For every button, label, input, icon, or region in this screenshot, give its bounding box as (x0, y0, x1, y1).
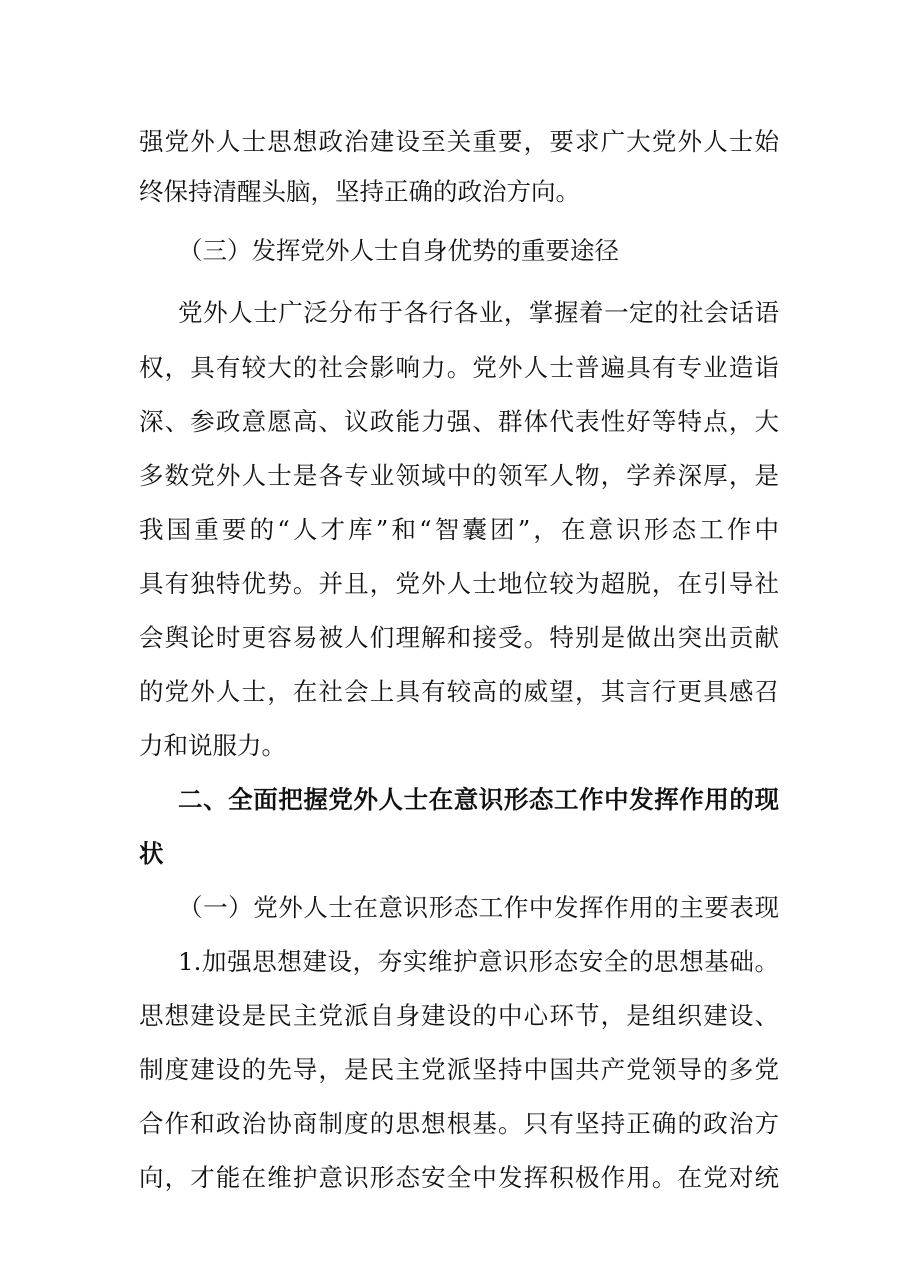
body-text-line: 终保持清醒头脑，坚持正确的政治方向。 (139, 177, 580, 206)
body-text-line: 深、参政意愿高、议政能力强、群体代表性好等特点，大 (139, 407, 779, 436)
section-heading: 二、全面把握党外人士在意识形态工作中发挥作用的现 (178, 785, 779, 814)
body-text-line: 力和说服力。 (139, 731, 286, 760)
body-text-line: 党外人士广泛分布于各行各业，掌握着一定的社会话语 (178, 298, 779, 327)
body-text-line: 合作和政治协商制度的思想根基。只有坚持正确的政治方 (139, 1109, 779, 1138)
body-text-line: 强党外人士思想政治建设至关重要，要求广大党外人士始 (139, 127, 779, 156)
body-text-line: 会舆论时更容易被人们理解和接受。特别是做出突出贡献 (139, 623, 779, 652)
body-text-line: 权，具有较大的社会影响力。党外人士普遍具有专业造诣 (139, 353, 779, 382)
body-text-line: 我国重要的“人才库”和“智囊团”，在意识形态工作中 (139, 515, 779, 544)
body-text-line: 制度建设的先导，是民主党派坚持中国共产党领导的多党 (139, 1055, 779, 1084)
body-text-line: 思想建设是民主党派自身建设的中心环节，是组织建设、 (139, 1001, 779, 1030)
section-subheading: （三）发挥党外人士自身优势的重要途径 (178, 236, 619, 265)
body-text-line: 多数党外人士是各专业领域中的领军人物，学养深厚，是 (139, 461, 779, 490)
section-subheading: （一）党外人士在意识形态工作中发挥作用的主要表现 (178, 893, 779, 922)
body-text-line: 向，才能在维护意识形态安全中发挥积极作用。在党对统 (139, 1163, 779, 1192)
body-text-line: 的党外人士，在社会上具有较高的威望，其言行更具感召 (139, 677, 779, 706)
body-text-line: 具有独特优势。并且，党外人士地位较为超脱，在引导社 (139, 569, 779, 598)
body-text-line: 1.加强思想建设，夯实维护意识形态安全的思想基础。 (178, 947, 779, 976)
section-heading: 状 (139, 839, 164, 868)
